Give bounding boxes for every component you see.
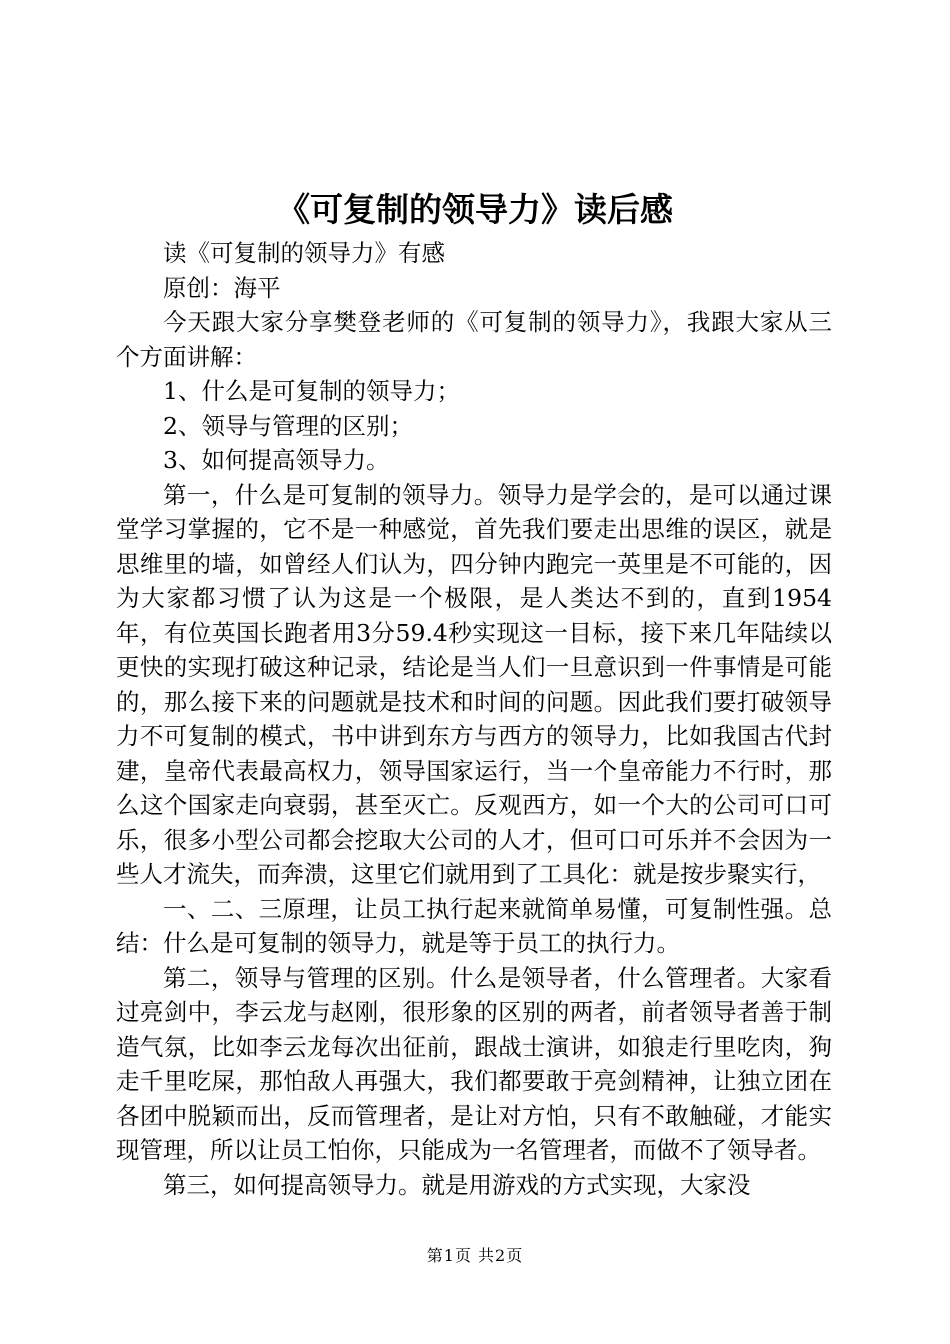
document-title: 《可复制的领导力》读后感: [277, 190, 673, 229]
paragraph-section-1: 第一，什么是可复制的领导力。领导力是学会的，是可以通过课堂学习掌握的，它不是一种感觉，首先我们要走出思维的误区，就是思维里的墙，如曾经人们认为，四分钟内跑完一英里是不可能的，因为大家都习惯了认为这是一个极限，是人类达不到的，直到1954年，有位英国长跑者用3分59.4秒实现这一目标，接下来几年陆续以更快的实现打破这种记录，结论是当人们一旦意识到一件事情是可能的，那么接下来的问题就是技术和时间的问题。因此我们要打破领导力不可复制的模式，书中讲到东方与西方的领导力，比如我国古代封建，皇帝代表最高权力，领导国家运行，当一个皇帝能力不行时，那么这个国家走向衰弱，甚至灭亡。反观西方，如一个大的公司可口可乐，很多小型公司都会挖取大公司的人才，但可口可乐并不会因为一些人才流失，而奔溃，这里它们就用到了工具化：就是按步聚实行，: [116, 480, 832, 888]
paragraph-subtitle: 读《可复制的领导力》有感: [163, 239, 445, 267]
paragraph-point-2: 2、领导与管理的区别；: [163, 411, 413, 440]
paragraph-section-2: 第二，领导与管理的区别。什么是领导者，什么管理者。大家看过亮剑中，李云龙与赵刚，很形象的区别的两者，前者领导者善于制造气氛，比如李云龙每次出征前，跟战士演讲，如狼走行里吃肉，狗走千里吃屎，那怕敌人再强大，我们都要敢于亮剑精神，让独立团在各团中脱颖而出，反而管理者，是让对方怕，只有不敢触碰，才能实现管理，所以让员工怕你，只能成为一名管理者，而做不了领导者。: [116, 963, 832, 1164]
paragraph-section-1-summary: 一、二、三原理，让员工执行起来就简单易懂，可复制性强。总结：什么是可复制的领导力，就是等于员工的执行力。: [116, 894, 832, 957]
paragraph-intro: 今天跟大家分享樊登老师的《可复制的领导力》，我跟大家从三个方面讲解：: [116, 308, 832, 371]
paragraph-point-1: 1、什么是可复制的领导力；: [163, 377, 460, 405]
document-body: [116, 236, 832, 1202]
paragraph-section-3: 第三，如何提高领导力。就是用游戏的方式实现，大家没: [163, 1170, 751, 1199]
paragraph-point-3: 3、如何提高领导力。: [163, 446, 390, 474]
paragraph-author: 原创：海平: [163, 273, 281, 302]
page-footer: 第1页 共2页: [426, 1246, 524, 1265]
